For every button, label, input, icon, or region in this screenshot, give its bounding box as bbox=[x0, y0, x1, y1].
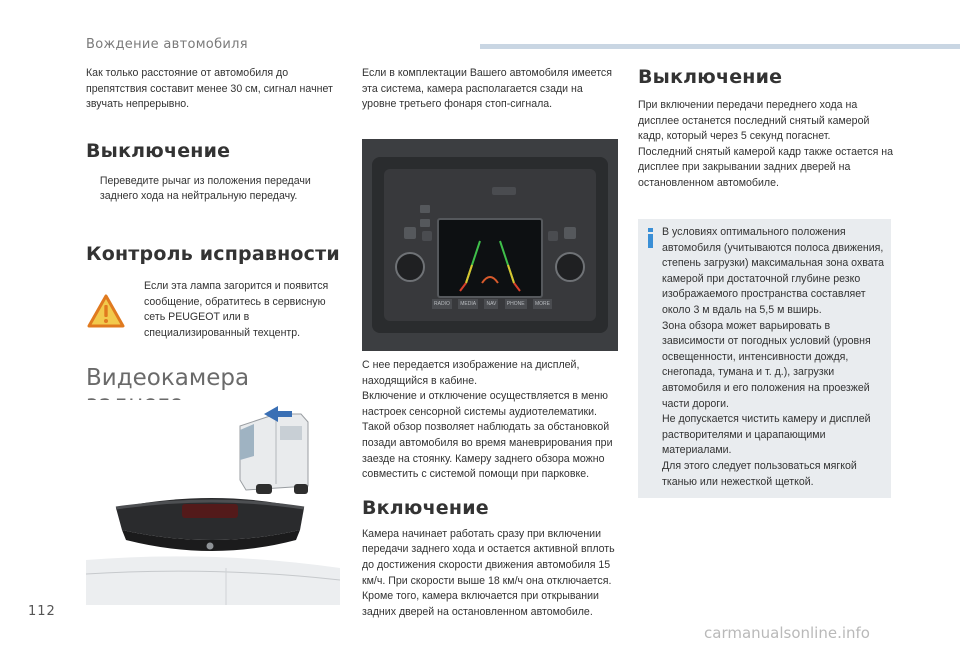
camera-lens-icon bbox=[207, 543, 214, 550]
dashboard-illustration bbox=[362, 139, 618, 351]
display-description: С нее передается изображение на дисплей, находящийся в кабине. Включение и отключение осуществляется в меню настроек сенсорной системы аудиотелематики. Такой обзор позволяет наблюдать за обстановкой позади автомобиля во время маневрирования при заезде на стоянку. Камеру заднего обзора можно совместить с системой помощи при парковке. bbox=[362, 359, 613, 481]
bullet-icon bbox=[86, 174, 92, 205]
off-bullet-text: Переведите рычаг из положения передачи заднего хода на нейтральную передачу. bbox=[99, 174, 311, 203]
column-right bbox=[638, 66, 894, 192]
off-camera-text: При включении передачи переднего хода на дисплее останется последний снятый камерой кадр, который через 5 секунд погаснет. Последний снятый камерой кадр также остается на дисплее при закрывании задних дверей на остановленном автомобиле. bbox=[638, 99, 894, 189]
on-text: Камера начинает работать сразу при включении передачи заднего хода и остается активной вплоть до достижения скорости движения автомобиля 15 км/ч. При скорости выше 18 км/ч она отключается. Кроме того, камера включается при открывании задних дверей на остановленном автомобиле. bbox=[362, 527, 615, 618]
info-icon bbox=[648, 228, 653, 248]
running-header: Вождение автомобиля bbox=[86, 37, 248, 52]
header-accent-bar bbox=[480, 44, 960, 49]
heading-off-camera: Выключение bbox=[638, 66, 783, 88]
column-left bbox=[86, 66, 342, 443]
page-number: 112 bbox=[28, 604, 56, 619]
heading-check: Контроль исправности bbox=[86, 242, 340, 265]
section-title-line1: Видеокамера bbox=[86, 365, 250, 392]
heading-on: Включение bbox=[362, 496, 489, 519]
volume-knob-icon bbox=[396, 253, 424, 281]
column-middle-lower bbox=[362, 358, 618, 620]
warning-block bbox=[86, 279, 342, 341]
warning-text: Если эта лампа загорится и появится сообщение, обратитесь в сервисную сеть PEUGEOT или в специализированный техцентр. bbox=[144, 279, 329, 339]
warning-triangle-icon bbox=[86, 293, 126, 329]
tuning-knob-icon bbox=[556, 253, 584, 281]
intro-paragraph: Как только расстояние от автомобиля до препятствия составит менее 30 см, сигнал начнет звучать непрерывно. bbox=[86, 67, 333, 111]
screen-button-row bbox=[432, 299, 552, 309]
column-middle bbox=[362, 66, 618, 113]
rear-camera-photo bbox=[86, 400, 340, 605]
off-bullet bbox=[86, 174, 342, 205]
info-box bbox=[638, 219, 891, 498]
screen-button-more: MORE bbox=[534, 301, 550, 307]
screen-button-media: MEDIA bbox=[460, 301, 477, 307]
info-text: В условиях оптимального положения автомобиля (учитываются полоса движения, степень загрузки) максимальная зона охвата камерой при достаточной глубине резко изображаемого пространства составляет около 3 м вдаль на 5,5 м вширь. Зона обзора может варьировать в зависимости от погодных условий (уровня освещенности, интенсивности дождя, снегопада, тумана и т. д.), загрузки автомобиля и его положения на проезжей части дороги. Не допускается чистить камеру и дисплей растворителями и царапающими материалами. Для этого следует пользоваться мягкой тканью или нежесткой щеткой. bbox=[662, 226, 885, 488]
screen-button-nav: NAV bbox=[486, 301, 497, 307]
screen-button-radio: RADIO bbox=[434, 301, 450, 307]
van-illustration bbox=[86, 400, 340, 605]
watermark: carmanualsonline.info bbox=[704, 624, 870, 642]
camera-location-text: Если в комплектации Вашего автомобиля имеется эта система, камера располагается сзади на уровне третьего фонаря стоп-сигнала. bbox=[362, 67, 612, 111]
dashboard-display-photo bbox=[362, 139, 618, 351]
heading-off: Выключение bbox=[86, 139, 231, 162]
screen-button-phone: PHONE bbox=[506, 301, 525, 307]
